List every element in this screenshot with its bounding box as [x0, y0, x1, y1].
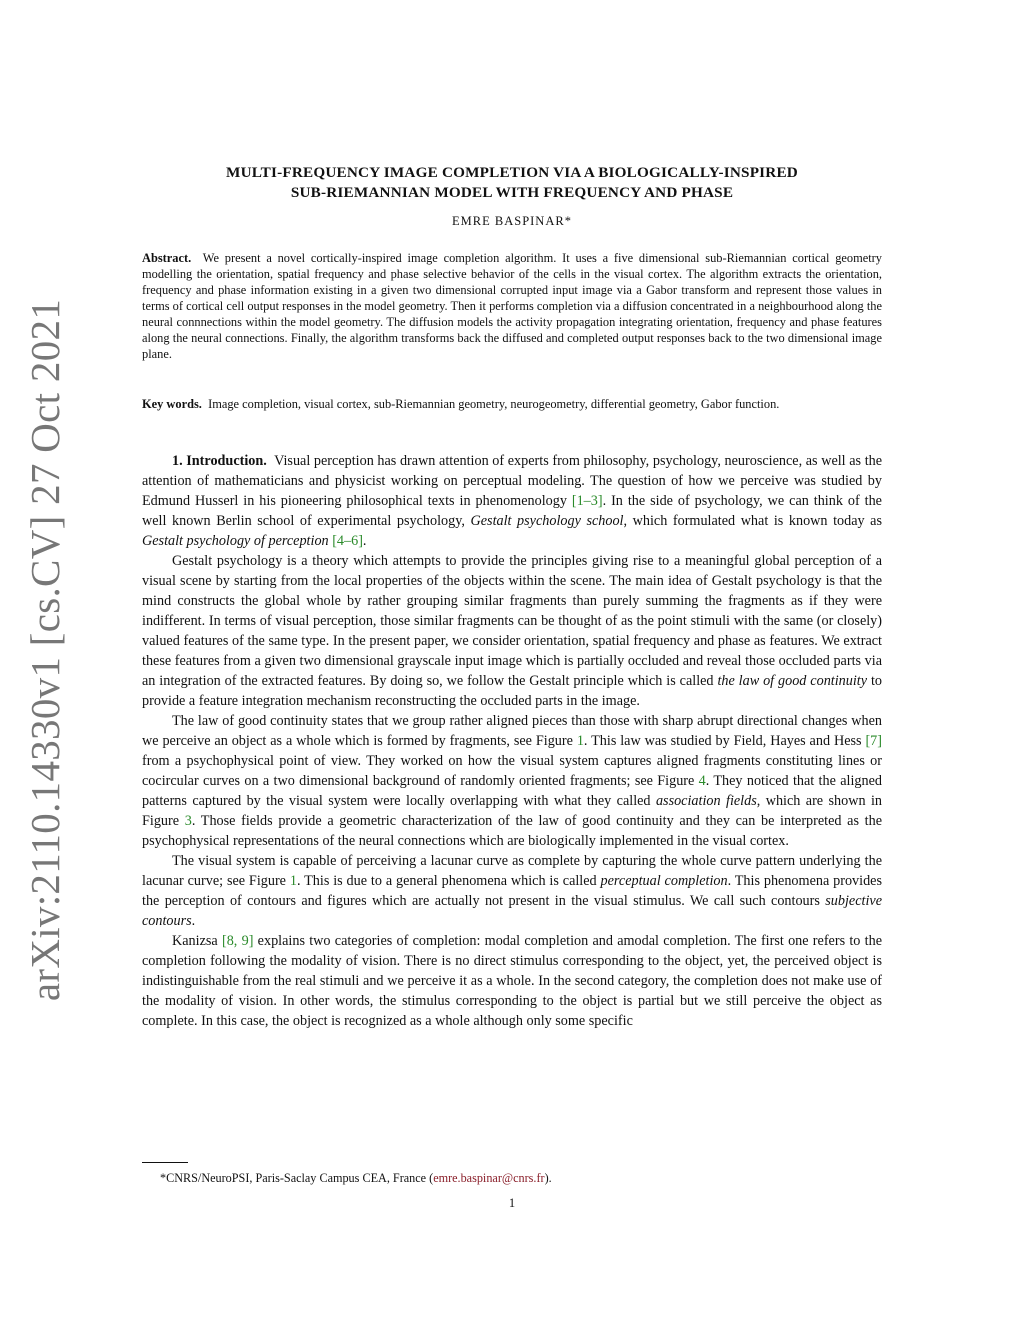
abstract-text: We present a novel cortically-inspired image completion algorithm. It uses a five dimensional sub-Riemannian cortical geometry modelling the orientation, spatial frequency and phase selective behavior of the cells in the visual cortex. The algorithm extracts the orientation, frequency and phase information existing in a given two dimensional corrupted input image via a Gabor transform and represent those values in terms of cortical cell output responses in the model geometry. Then it performs completion via a diffusion concentrated in a neighbourhood along the neural connnections within the model geometry. The diffusion models the activity propagation integrating orientation, frequency and phase features along the neural connections. Finally, the algorithm transforms back the diffused and completed output responses back to the two dimensional image plane. [142, 251, 882, 361]
p1-emphasis: Gestalt psychology school [470, 513, 624, 529]
p4-emphasis: subjective contours [142, 893, 882, 929]
body-text [142, 451, 882, 1031]
p1-text: Visual perception has drawn attention of experts from philosophy, psychology, neuroscience, as well as the attention of mathematicians and physicist working on perceptual modeling. The question of how we perceive was studied by Edmund Husserl in his pioneering philosophical texts in phenomenology [142, 453, 883, 509]
paragraph-4 [142, 851, 882, 931]
figure-ref-link[interactable]: 4 [698, 773, 706, 789]
p2-text: Gestalt psychology is a theory which attempts to provide the principles giving rise to a meaningful global perception of a visual scene by starting from the local properties of the objects within the scene. The main idea of Gestalt psychology is that the mind constructs the global whole by rather grouping similar fragments than purely summing the fragments as if they were indifferent. In terms of visual perception, those similar fragments can be thought of as the point stimuli with the same (or closely) valued features of the same type. In the present paper, we consider orientation, spatial frequency and phase as features. We extract these features from a given two dimensional grayscale input image which is partially occluded and reveal those occluded parts via an integration of the extracted features. By doing so, we follow the Gestalt principle which is called [142, 553, 882, 689]
paragraph-1 [142, 451, 882, 551]
p3-emphasis: association fields [655, 793, 757, 809]
p3-text: from a psychophysical point of view. They worked on how the visual system captures aligned fragments constituting lines or cocircular curves on a two dimensional background of randomly oriented fragments; see Figure [142, 753, 882, 789]
p5-text: explains two categories of completion: modal completion and amodal completion. The first one refers to the completion following the modality of vision. There is no direct stimulus corresponding to the object, yet, the perceived object is indistinguishable from the real stimuli and we perceive it as a whole. In the second category, the completion does not make use of the modality of vision. In other words, the stimulus corresponding to the object is partial but we still perceive the object as complete. In this case, the object is recognized as a whole although only some specific [142, 933, 882, 1029]
page-number: 1 [508, 1196, 516, 1210]
citation-link[interactable]: [1–3] [571, 493, 603, 509]
footnote-rule [142, 1162, 188, 1163]
p3-text: The law of good continuity states that we group rather aligned pieces than those with sharp abrupt directional changes when we perceive an object as a whole which is formed by fragments, see Figure [142, 713, 882, 749]
paragraph-5 [142, 931, 882, 1031]
title-line-1: MULTI-FREQUENCY IMAGE COMPLETION VIA A BIOLOGICALLY-INSPIRED [226, 164, 798, 181]
p1-emphasis: Gestalt psychology of perception [142, 533, 329, 549]
footnote-text: ). [544, 1171, 552, 1185]
figure-ref-link[interactable]: 1 [289, 873, 297, 889]
p4-text: The visual system is capable of perceiving a lacunar curve as complete by capturing the whole curve pattern underlying the lacunar curve; see Figure [142, 853, 882, 889]
citation-link[interactable]: [7] [865, 733, 882, 749]
p4-text: . This is due to a general phenomena which is called [296, 873, 601, 889]
citation-link[interactable]: [8, 9] [221, 933, 254, 949]
p3-text: . This law was studied by Field, Hayes and Hess [583, 733, 866, 749]
figure-ref-link[interactable]: 1 [576, 733, 584, 749]
abstract-label: Abstract. [142, 251, 192, 265]
keywords-text: Image completion, visual cortex, sub-Riemannian geometry, neurogeometry, differential geometry, Gabor function. [208, 397, 780, 411]
abstract [142, 250, 882, 362]
footnote-text: *CNRS/NeuroPSI, Paris-Saclay Campus CEA, France ( [160, 1171, 434, 1185]
p3-text: , which are shown in Figure [142, 793, 883, 829]
p1-text: , which formulated what is known today as [623, 513, 882, 529]
p3-text: . They noticed that the aligned patterns captured by the visual system were locally overlapping with what they called [142, 773, 882, 809]
keywords [142, 396, 882, 412]
paper-title [142, 163, 882, 203]
p4-text: . This phenomena provides the perception of contours and figures which are actually not present in the visual stimulus. We call such contours [142, 873, 882, 909]
title-line-2: SUB-RIEMANNIAN MODEL WITH FREQUENCY AND PHASE [290, 184, 734, 201]
p1-text: . [362, 533, 367, 549]
keywords-label: Key words. [142, 397, 202, 411]
p1-text: . In the side of psychology, we can think of the well known Berlin school of experimental psychology, [142, 493, 882, 529]
p5-text: Kanizsa [172, 933, 222, 949]
p2-text: to provide a feature integration mechanism reconstructing the occluded parts in the image. [142, 673, 882, 709]
p4-emphasis: perceptual completion [600, 873, 728, 889]
arxiv-stamp [20, 298, 70, 1002]
author: EMRE BASPINAR* [452, 214, 572, 228]
section-heading: 1. Introduction. [172, 453, 267, 469]
paragraph-3 [142, 711, 882, 851]
p2-emphasis: the law of good continuity [717, 673, 868, 689]
p3-text: . Those fields provide a geometric characterization of the law of good continuity and they can be interpreted as the psychophysical representations of the neural connections which are biologically implemented in the visual cortex. [142, 813, 882, 849]
paragraph-2 [142, 551, 882, 711]
footnote [142, 1171, 882, 1186]
p4-text: . [191, 913, 196, 929]
email-link[interactable]: emre.baspinar@cnrs.fr [433, 1171, 545, 1185]
figure-ref-link[interactable]: 3 [184, 813, 192, 829]
arxiv-id[interactable]: arXiv:2110.14330v1 [cs.CV] 27 Oct 2021 [22, 298, 69, 1002]
citation-link[interactable]: [4–6] [332, 533, 363, 549]
